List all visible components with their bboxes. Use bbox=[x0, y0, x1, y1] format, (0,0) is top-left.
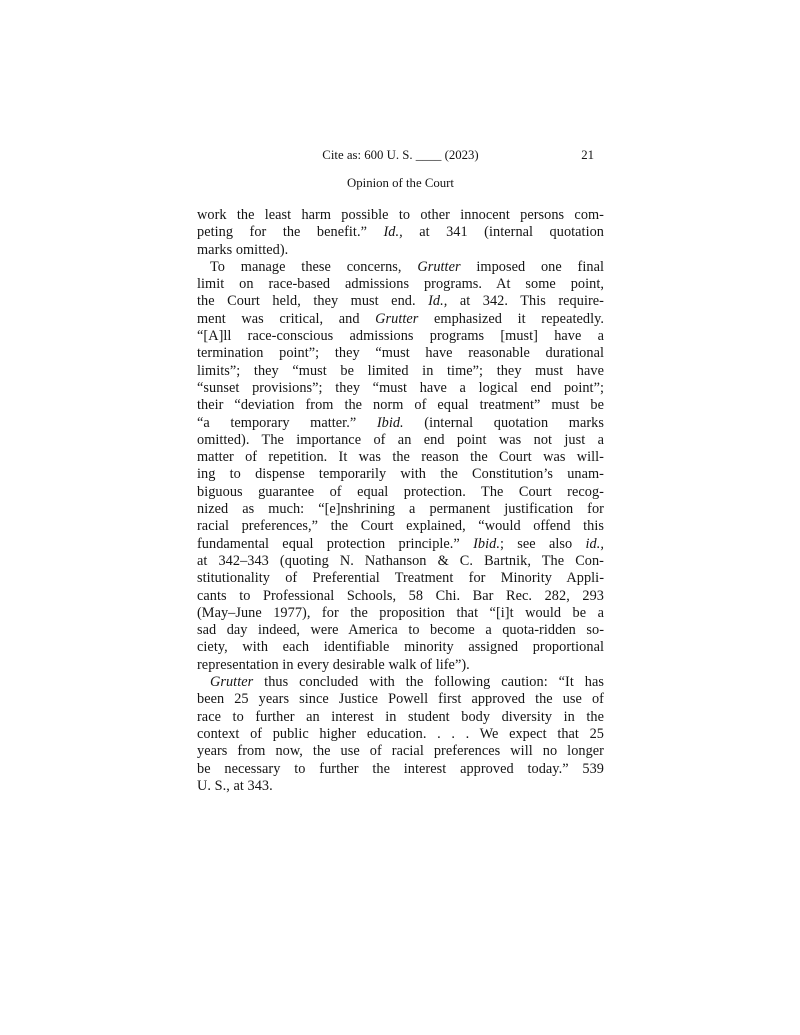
text-segment: limits”; they “must be limited in time”; they must have bbox=[197, 362, 604, 379]
text-line bbox=[197, 501, 604, 518]
paragraph bbox=[197, 207, 604, 259]
text-segment: racial preferences,” the Court explained, “would offend this bbox=[197, 518, 604, 535]
text-line bbox=[197, 363, 604, 380]
text-segment: U. S., at 343. bbox=[197, 777, 273, 794]
text-line bbox=[197, 276, 604, 293]
text-segment: representation in every desirable walk of life”). bbox=[197, 656, 470, 673]
text-segment: ment was critical, and bbox=[197, 310, 376, 327]
text-segment: work the least harm possible to other innocent persons com- bbox=[197, 207, 604, 223]
text-line bbox=[197, 259, 604, 276]
text-segment: sad day indeed, were America to become a quota-ridden so- bbox=[197, 622, 604, 639]
text-segment: ing to dispense temporarily with the Constitution’s unam- bbox=[197, 466, 604, 483]
text-line bbox=[197, 588, 604, 605]
text-segment: “a temporary matter.” bbox=[197, 414, 377, 431]
text-line bbox=[197, 345, 604, 362]
text-segment: matter of repetition. It was the reason the Court was will- bbox=[197, 449, 604, 466]
text-line bbox=[197, 415, 604, 432]
text-segment: “[A]ll race-conscious admissions programs [must] have a bbox=[197, 328, 604, 345]
text-segment: at 341 (internal quotation bbox=[402, 224, 604, 241]
text-segment: race to further an interest in student body diversity in the bbox=[197, 708, 604, 725]
text-segment: thus concluded with the following caution: “It has bbox=[253, 674, 604, 691]
text-column bbox=[197, 148, 604, 795]
text-segment: been 25 years since Justice Powell first approved the use of bbox=[197, 691, 604, 708]
paragraph bbox=[197, 259, 604, 674]
text-line bbox=[197, 449, 604, 466]
text-segment: peting for the benefit.” bbox=[197, 224, 384, 241]
text-segment: at 342–343 (quoting N. Nathanson & C. Bartnik, The Con- bbox=[197, 552, 604, 569]
text-segment: their “deviation from the norm of equal treatment” must be bbox=[197, 397, 604, 414]
text-segment: ; see also bbox=[499, 535, 586, 552]
italic-text-segment: Grutter bbox=[210, 674, 254, 691]
text-segment: be necessary to further the interest approved today.” 539 bbox=[197, 760, 604, 777]
text-line bbox=[197, 397, 604, 414]
text-line bbox=[197, 743, 604, 760]
text-line bbox=[197, 466, 604, 483]
text-line bbox=[197, 293, 604, 310]
text-line bbox=[197, 778, 604, 795]
cite-line: Cite as: 600 U. S. ____ (2023) bbox=[322, 148, 479, 162]
text-line bbox=[197, 224, 604, 241]
text-line bbox=[197, 657, 604, 674]
text-segment: To manage these concerns, bbox=[210, 258, 418, 275]
page-number: 21 bbox=[581, 148, 594, 162]
text-segment: limit on race-based admissions programs. At some point, bbox=[197, 276, 604, 293]
text-segment: termination point”; they “must have reasonable durational bbox=[197, 345, 604, 362]
italic-text-segment: Grutter bbox=[375, 310, 419, 327]
text-segment: marks omitted). bbox=[197, 241, 289, 258]
text-line bbox=[197, 311, 604, 328]
text-line bbox=[197, 536, 604, 553]
text-segment: (internal quotation marks bbox=[403, 414, 604, 431]
text-segment: years from now, the use of racial preferences will no longer bbox=[197, 743, 604, 760]
text-segment: biguous guarantee of equal protection. The Court recog- bbox=[197, 483, 604, 500]
text-line bbox=[197, 691, 604, 708]
text-segment: stitutionality of Preferential Treatment for Minority Appli- bbox=[197, 570, 604, 587]
paragraph bbox=[197, 674, 604, 795]
text-line bbox=[197, 605, 604, 622]
italic-text-segment: id., bbox=[585, 535, 604, 552]
text-segment: fundamental equal protection principle.” bbox=[197, 535, 474, 552]
running-head: Opinion of the Court bbox=[347, 176, 454, 190]
text-line bbox=[197, 553, 604, 570]
italic-text-segment: Ibid. bbox=[473, 535, 500, 552]
text-segment: emphasized it repeatedly. bbox=[418, 310, 604, 327]
text-line bbox=[197, 518, 604, 535]
italic-text-segment: Id., bbox=[383, 224, 403, 241]
text-line bbox=[197, 726, 604, 743]
italic-text-segment: Ibid. bbox=[376, 414, 404, 431]
text-segment: imposed one final bbox=[460, 258, 604, 275]
text-line bbox=[197, 328, 604, 345]
text-line bbox=[197, 761, 604, 778]
text-segment: “sunset provisions”; they “must have a logical end point”; bbox=[197, 379, 604, 396]
text-line bbox=[197, 674, 604, 691]
text-line bbox=[197, 207, 604, 224]
text-segment: ciety, with each identifiable minority assigned proportional bbox=[197, 639, 604, 656]
text-line bbox=[197, 380, 604, 397]
text-segment: omitted). The importance of an end point was not just a bbox=[197, 431, 604, 448]
text-line bbox=[197, 570, 604, 587]
text-line bbox=[197, 484, 604, 501]
opinion-body bbox=[197, 207, 604, 795]
text-segment: at 342. This require- bbox=[447, 293, 604, 310]
text-line bbox=[197, 622, 604, 639]
page-header bbox=[197, 148, 604, 163]
text-line bbox=[197, 639, 604, 656]
text-segment: nized as much: “[e]nshrining a permanent justification for bbox=[197, 501, 604, 518]
text-line bbox=[197, 709, 604, 726]
text-line bbox=[197, 432, 604, 449]
text-segment: (May–June 1977), for the proposition that “[i]t would be a bbox=[197, 604, 604, 621]
text-segment: context of public higher education. . . . We expect that 25 bbox=[197, 725, 604, 742]
italic-text-segment: Id., bbox=[428, 293, 448, 310]
text-line bbox=[197, 242, 604, 259]
italic-text-segment: Grutter bbox=[417, 258, 461, 275]
text-segment: the Court held, they must end. bbox=[197, 293, 429, 310]
text-segment: cants to Professional Schools, 58 Chi. Bar Rec. 282, 293 bbox=[197, 587, 604, 604]
